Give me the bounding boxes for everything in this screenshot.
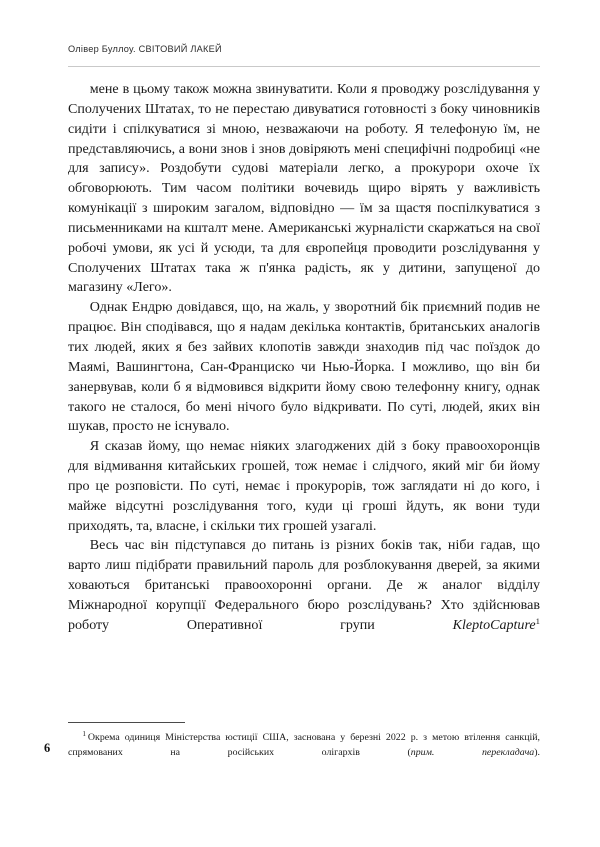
paragraph-4-text: Весь час він підступався до питань із різних боків так, ніби гадав, що варто лиш підібрати правильний пароль для розблокування дверей, за якими ховаються британські правоохоронні органи. Де ж аналог відділу Міжнародної корупції Федерального бюро розслідувань? Хто здійснював роботу Оперативної групи — [68, 537, 540, 633]
footnote-text: Окрема одиниця Міністерства юстиції США, заснована у березні 2022 р. з метою втілення санкцій, спрямованих на російських олігархів ( — [68, 732, 540, 759]
footnote-translator-note: прим. перекладача — [410, 747, 535, 759]
paragraph-1: мене в цьому також можна звинуватити. Коли я проводжу розслідування у Сполучених Штатах, то не перестаю дивуватися готовності з боку чиновників сидіти і спілкуватися зі мною, незважаючи на роботу. Я телефоную їм, не представляючись, а вони знов і знов довіряють мені специфічні подробиці «не для запису». Роздобути судові матеріали легко, а прокурори охоче їх обговорюють. Тим часом політики вочевидь щиро вірять у важливість комунікації з широким загалом, відповідно — їм за щастя поспілкуватися з письменниками на кшталт мене. Американські журналісти скаржаться на свої робочі умови, як усі й усюди, та для європейця проводити розслідування у Сполучених Штатах така ж п'янка радість, як у дитини, запущеної до магазину «Лего». — [68, 81, 540, 296]
body-text-block — [68, 80, 540, 636]
footnote-separator-rule — [68, 722, 185, 723]
task-force-name: KleptoCapture — [452, 616, 536, 633]
page-number: 6 — [44, 741, 51, 755]
footnote-number: 1 — [82, 730, 86, 739]
footnote-reference-marker[interactable]: 1 — [535, 616, 540, 626]
footnote-text-tail: ). — [534, 747, 540, 759]
running-head: Олівер Буллоу. СВІТОВИЙ ЛАКЕЙ — [68, 44, 222, 54]
paragraph-3: Я сказав йому, що немає ніяких злагоджених дій з боку правоохоронців для відмивання китайських грошей, тож немає і слідчого, який міг би йому про це розповісти. По суті, немає і прокурорів, тож заглядати ні до кого, і майже відсутні розслідування того, куди ці гроші йдуть, як вони туди приходять, та, власне, і скільки тих грошей узагалі. — [68, 438, 540, 534]
footnote-1 — [68, 730, 540, 761]
header-divider-rule — [68, 66, 540, 67]
paragraph-2: Однак Ендрю довідався, що, на жаль, у зворотний бік приємний подив не працює. Він сподівався, що я надам декілька контактів, британських аналогів тих людей, яких я без зайвих клопотів завжди знаходив під час поїздок до Маямі, Вашингтона, Сан-Франциско чи Нью-Йорка. І можливо, що він би занервував, коли б я відмовився відкрити йому свою телефонну книгу, однак такого не сталося, бо мені нічого було відкривати. По суті, людей, яких він шукав, просто не існувало. — [68, 299, 540, 435]
paragraph-4 — [68, 536, 540, 635]
